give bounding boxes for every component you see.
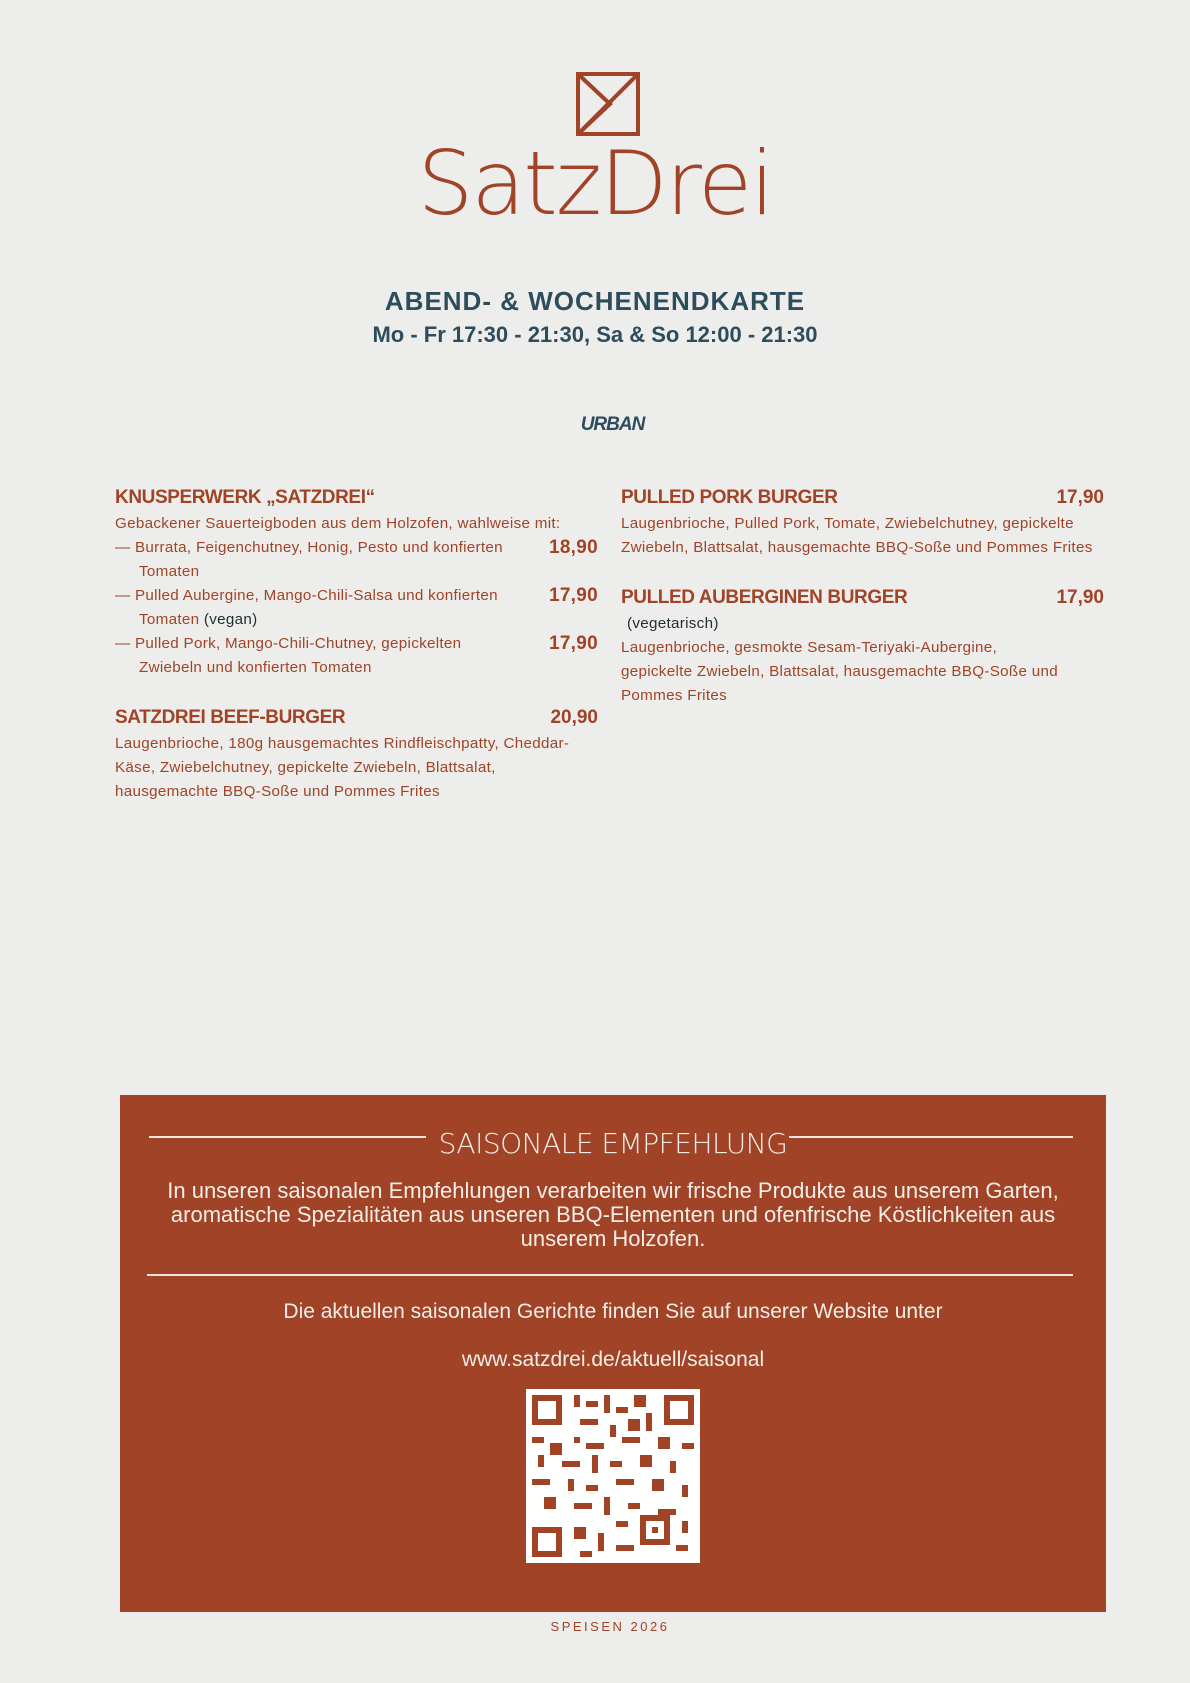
menu-item-knusperwerk — [115, 484, 598, 680]
option-row — [115, 632, 598, 680]
item-price: 17,90 — [1056, 587, 1104, 608]
footer-label: SPEISEN 2026 — [550, 1619, 670, 1634]
item-intro: Gebackener Sauerteigboden aus dem Holzofen, wahlweise mit: — [115, 515, 561, 532]
section-heading: URBAN — [580, 414, 645, 435]
diet-note: (vegan) — [203, 611, 258, 628]
item-description: Laugenbrioche, Pulled Pork, Tomate, Zwiebelchutney, gepickelte Zwiebeln, Blattsalat, hausgemachte BBQ-Soße und Pommes Frites — [621, 515, 1093, 556]
item-name: KNUSPERWERK „SATZDREI“ — [115, 487, 375, 508]
option-row — [115, 536, 598, 584]
seasonal-subtext: Die aktuellen saisonalen Gerichte finden Sie auf unserer Website unter — [283, 1300, 943, 1323]
qr-code-icon[interactable] — [526, 1389, 700, 1563]
item-name: SATZDREI BEEF-BURGER — [115, 707, 346, 728]
seasonal-recommendation-box — [120, 1095, 1106, 1612]
opening-hours: Mo - Fr 17:30 - 21:30, Sa & So 12:00 - 21:30 — [372, 322, 818, 347]
seasonal-url-link[interactable]: www.satzdrei.de/aktuell/saisonal — [461, 1348, 765, 1371]
option-text: — Burrata, Feigenchutney, Honig, Pesto und konfierten Tomaten — [115, 539, 503, 580]
menu-item-pulled-auberginen-burger — [621, 584, 1104, 708]
menu-item-pulled-pork-burger — [621, 484, 1104, 560]
option-row — [115, 584, 598, 632]
menu-item-beef-burger — [115, 704, 598, 804]
square-with-diagonal-logo-icon — [576, 72, 640, 136]
right-menu-column — [621, 484, 1104, 732]
option-price: 17,90 — [548, 585, 598, 606]
seasonal-text: In unseren saisonalen Empfehlungen verarbeiten wir frische Produkte aus unserem Garten, aromatische Spezialitäten aus unseren BBQ-Elementen und ofenfrische Köstlichkeiten aus unserem Holzofen. — [167, 1178, 1059, 1251]
option-price: 17,90 — [548, 633, 598, 654]
item-description: Laugenbrioche, gesmokte Sesam-Teriyaki-Aubergine, gepickelte Zwiebeln, Blattsalat, hausgemachte BBQ-Soße und Pommes Frites — [621, 639, 1058, 704]
divider — [147, 1274, 1073, 1276]
brand-name: SatzDrei — [417, 132, 773, 235]
item-price: 17,90 — [1056, 487, 1104, 508]
option-text: — Pulled Aubergine, Mango-Chili-Salsa und konfierten Tomaten — [115, 587, 498, 628]
item-name: PULLED AUBERGINEN BURGER — [621, 587, 908, 608]
option-price: 18,90 — [548, 537, 598, 558]
left-menu-column — [115, 484, 598, 828]
diet-note: (vegetarisch) — [627, 615, 719, 632]
seasonal-title: SAISONALE EMPFEHLUNG — [438, 1127, 788, 1160]
item-name: PULLED PORK BURGER — [621, 487, 838, 508]
item-price: 20,90 — [550, 707, 598, 728]
option-text: — Pulled Pork, Mango-Chili-Chutney, gepickelten Zwiebeln und konfierten Tomaten — [115, 635, 462, 676]
menu-title: ABEND- & WOCHENENDKARTE — [384, 286, 806, 316]
item-description: Laugenbrioche, 180g hausgemachtes Rindfleischpatty, Cheddar-Käse, Zwiebelchutney, gepickelte Zwiebeln, Blattsalat, hausgemachte BBQ-Soße und Pommes Frites — [115, 735, 570, 800]
